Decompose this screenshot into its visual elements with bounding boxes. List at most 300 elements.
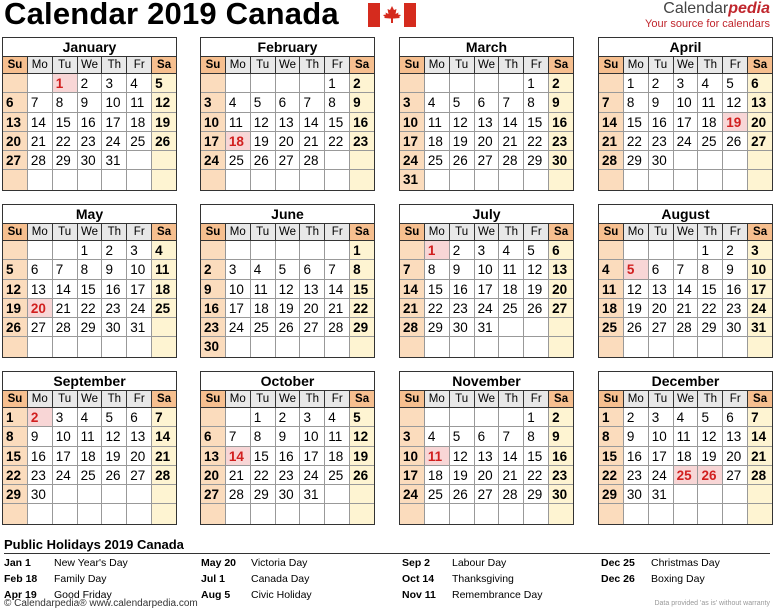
week-row xyxy=(400,241,573,260)
day-cell: 22 xyxy=(53,132,78,151)
day-cell: 26 xyxy=(450,485,475,504)
day-cell: 11 xyxy=(425,447,450,466)
day-cell: 10 xyxy=(475,260,500,279)
day-cell: 23 xyxy=(624,466,649,485)
week-row xyxy=(400,337,573,356)
day-cell: 4 xyxy=(226,93,251,112)
empty-cell xyxy=(425,337,450,356)
week-row xyxy=(201,318,374,337)
weekday-label: Sa xyxy=(549,391,573,408)
day-cell: 25 xyxy=(78,466,103,485)
day-cell: 10 xyxy=(53,427,78,446)
empty-cell xyxy=(226,170,251,189)
day-cell: 12 xyxy=(350,427,374,446)
empty-cell xyxy=(102,337,127,356)
holiday-date: Dec 26 xyxy=(601,573,635,585)
empty-cell xyxy=(28,337,53,356)
week-row xyxy=(3,466,176,485)
empty-cell xyxy=(102,485,127,504)
canada-flag-icon xyxy=(368,3,416,27)
footer-copyright: © Calendarpedia® www.calendarpedia.com xyxy=(4,598,198,609)
weekday-header xyxy=(400,224,573,241)
week-row xyxy=(3,299,176,318)
day-cell: 19 xyxy=(102,447,127,466)
day-cell: 13 xyxy=(475,113,500,132)
holiday-row xyxy=(402,571,542,587)
empty-cell xyxy=(201,504,226,523)
day-cell: 15 xyxy=(425,280,450,299)
holiday-name: Remembrance Day xyxy=(452,589,543,601)
day-cell: 10 xyxy=(674,93,699,112)
weekday-label: Su xyxy=(201,224,226,241)
day-cell: 8 xyxy=(251,427,276,446)
day-cell: 26 xyxy=(723,132,748,151)
day-cell: 23 xyxy=(723,299,748,318)
week-row xyxy=(599,74,772,93)
week-row xyxy=(3,93,176,112)
day-cell: 24 xyxy=(226,318,251,337)
month-name: January xyxy=(3,38,176,57)
empty-cell xyxy=(102,170,127,189)
day-cell: 31 xyxy=(748,318,772,337)
empty-cell xyxy=(425,408,450,427)
day-cell: 20 xyxy=(28,299,53,318)
weekday-label: Su xyxy=(3,391,28,408)
empty-cell xyxy=(748,337,772,356)
weekday-label: We xyxy=(276,391,301,408)
empty-cell xyxy=(450,337,475,356)
weekday-label: We xyxy=(276,224,301,241)
day-cell: 1 xyxy=(425,241,450,260)
week-row xyxy=(3,408,176,427)
day-cell: 4 xyxy=(499,241,524,260)
day-cell: 11 xyxy=(251,280,276,299)
holiday-date: Apr 19 xyxy=(4,589,37,601)
weekday-label: Fr xyxy=(524,57,549,74)
day-cell: 21 xyxy=(499,132,524,151)
empty-cell xyxy=(350,170,374,189)
day-cell: 27 xyxy=(276,151,301,170)
day-cell: 27 xyxy=(3,151,28,170)
day-cell: 29 xyxy=(251,485,276,504)
day-cell: 9 xyxy=(276,427,301,446)
empty-cell xyxy=(674,170,699,189)
day-cell: 25 xyxy=(599,318,624,337)
day-cell: 6 xyxy=(649,260,674,279)
week-row xyxy=(3,113,176,132)
day-cell: 20 xyxy=(649,299,674,318)
day-cell: 26 xyxy=(350,466,374,485)
week-row xyxy=(201,466,374,485)
day-cell: 6 xyxy=(201,427,226,446)
day-cell: 5 xyxy=(102,408,127,427)
day-cell: 28 xyxy=(53,318,78,337)
day-cell: 9 xyxy=(102,260,127,279)
day-cell: 25 xyxy=(127,132,152,151)
empty-cell xyxy=(475,337,500,356)
weekday-label: Tu xyxy=(251,224,276,241)
empty-cell xyxy=(748,170,772,189)
empty-cell xyxy=(201,74,226,93)
day-cell: 15 xyxy=(3,447,28,466)
week-row xyxy=(400,408,573,427)
empty-cell xyxy=(300,74,325,93)
week-row xyxy=(599,318,772,337)
weekday-label: Sa xyxy=(350,391,374,408)
empty-cell xyxy=(201,408,226,427)
day-cell: 9 xyxy=(723,260,748,279)
empty-cell xyxy=(400,241,425,260)
day-cell: 12 xyxy=(524,260,549,279)
empty-cell xyxy=(499,504,524,523)
day-cell: 12 xyxy=(450,447,475,466)
empty-cell xyxy=(475,504,500,523)
day-cell: 13 xyxy=(300,280,325,299)
week-row xyxy=(400,113,573,132)
day-cell: 30 xyxy=(450,318,475,337)
day-cell: 13 xyxy=(276,113,301,132)
day-cell: 10 xyxy=(400,447,425,466)
weekday-label: Fr xyxy=(127,391,152,408)
weekday-label: Fr xyxy=(127,224,152,241)
empty-cell xyxy=(450,504,475,523)
day-cell: 18 xyxy=(325,447,350,466)
day-cell: 15 xyxy=(624,113,649,132)
empty-cell xyxy=(698,485,723,504)
weekday-label: Sa xyxy=(350,224,374,241)
empty-cell xyxy=(524,504,549,523)
day-cell: 1 xyxy=(524,74,549,93)
empty-cell xyxy=(698,151,723,170)
month-name: November xyxy=(400,372,573,391)
empty-cell xyxy=(450,408,475,427)
day-cell: 29 xyxy=(425,318,450,337)
week-row xyxy=(599,132,772,151)
holiday-name: New Year's Day xyxy=(54,557,128,569)
day-cell: 5 xyxy=(524,241,549,260)
day-cell: 4 xyxy=(698,74,723,93)
day-cell: 17 xyxy=(127,280,152,299)
holiday-row xyxy=(402,555,542,571)
day-cell: 20 xyxy=(475,132,500,151)
day-cell: 26 xyxy=(276,318,301,337)
day-cell: 17 xyxy=(102,113,127,132)
day-cell: 24 xyxy=(400,151,425,170)
day-cell: 24 xyxy=(201,151,226,170)
week-row xyxy=(599,170,772,189)
day-cell: 2 xyxy=(549,408,573,427)
day-cell: 5 xyxy=(450,93,475,112)
day-cell: 26 xyxy=(102,466,127,485)
empty-cell xyxy=(102,504,127,523)
day-cell: 10 xyxy=(127,260,152,279)
weekday-label: We xyxy=(276,57,301,74)
month-name: April xyxy=(599,38,772,57)
week-row xyxy=(201,280,374,299)
day-cell: 10 xyxy=(400,113,425,132)
week-row xyxy=(599,151,772,170)
weekday-header xyxy=(3,57,176,74)
day-cell: 30 xyxy=(549,151,573,170)
weekday-label: Tu xyxy=(53,224,78,241)
day-cell: 4 xyxy=(325,408,350,427)
week-row xyxy=(3,132,176,151)
week-row xyxy=(3,318,176,337)
empty-cell xyxy=(748,504,772,523)
day-cell: 1 xyxy=(53,74,78,93)
day-cell: 6 xyxy=(723,408,748,427)
day-cell: 28 xyxy=(674,318,699,337)
day-cell: 28 xyxy=(300,151,325,170)
day-cell: 27 xyxy=(28,318,53,337)
day-cell: 9 xyxy=(549,93,573,112)
calendarpedia-logo[interactable] xyxy=(645,0,770,30)
empty-cell xyxy=(450,74,475,93)
week-row xyxy=(599,408,772,427)
day-cell: 27 xyxy=(475,151,500,170)
weekday-label: Su xyxy=(599,391,624,408)
empty-cell xyxy=(152,504,176,523)
holiday-name: Labour Day xyxy=(452,557,507,569)
day-cell: 7 xyxy=(300,93,325,112)
day-cell: 28 xyxy=(152,466,176,485)
week-row xyxy=(400,170,573,189)
day-cell: 6 xyxy=(300,260,325,279)
day-cell: 31 xyxy=(649,485,674,504)
day-cell: 13 xyxy=(723,427,748,446)
day-cell: 27 xyxy=(475,485,500,504)
day-cell: 21 xyxy=(748,447,772,466)
empty-cell xyxy=(53,241,78,260)
weekday-label: We xyxy=(475,391,500,408)
holiday-row xyxy=(201,555,312,571)
day-cell: 22 xyxy=(251,466,276,485)
day-cell: 14 xyxy=(499,113,524,132)
empty-cell xyxy=(28,504,53,523)
week-row xyxy=(400,427,573,446)
empty-cell xyxy=(723,337,748,356)
day-cell: 23 xyxy=(276,466,301,485)
empty-cell xyxy=(53,170,78,189)
day-cell: 3 xyxy=(674,74,699,93)
day-cell: 1 xyxy=(78,241,103,260)
weekday-header xyxy=(3,391,176,408)
day-cell: 19 xyxy=(524,280,549,299)
day-cell: 23 xyxy=(78,132,103,151)
day-cell: 9 xyxy=(450,260,475,279)
empty-cell xyxy=(3,74,28,93)
month-january xyxy=(2,37,177,191)
day-cell: 14 xyxy=(400,280,425,299)
week-row xyxy=(599,93,772,112)
empty-cell xyxy=(723,151,748,170)
week-row xyxy=(3,447,176,466)
empty-cell xyxy=(400,74,425,93)
week-row xyxy=(3,151,176,170)
empty-cell xyxy=(698,504,723,523)
empty-cell xyxy=(524,337,549,356)
empty-cell xyxy=(475,408,500,427)
weekday-label: Mo xyxy=(28,224,53,241)
weekday-label: Sa xyxy=(152,57,176,74)
holiday-date: Jul 1 xyxy=(201,573,225,585)
day-cell: 5 xyxy=(450,427,475,446)
day-cell: 12 xyxy=(624,280,649,299)
day-cell: 20 xyxy=(127,447,152,466)
week-row xyxy=(201,504,374,523)
empty-cell xyxy=(276,241,301,260)
weekday-label: Fr xyxy=(325,57,350,74)
day-cell: 6 xyxy=(475,93,500,112)
week-row xyxy=(599,504,772,523)
weekday-label: Mo xyxy=(425,57,450,74)
weekday-label: Fr xyxy=(127,57,152,74)
day-cell: 30 xyxy=(102,318,127,337)
weekday-label: Mo xyxy=(226,391,251,408)
holiday-column xyxy=(601,555,720,587)
empty-cell xyxy=(3,241,28,260)
weekday-header xyxy=(599,224,772,241)
day-cell: 15 xyxy=(350,280,374,299)
day-cell: 8 xyxy=(524,427,549,446)
day-cell: 18 xyxy=(698,113,723,132)
week-row xyxy=(201,113,374,132)
week-row xyxy=(201,170,374,189)
empty-cell xyxy=(649,504,674,523)
week-row xyxy=(400,299,573,318)
day-cell: 23 xyxy=(649,132,674,151)
weekday-label: We xyxy=(78,224,103,241)
holiday-row xyxy=(4,555,128,571)
month-november xyxy=(399,371,574,525)
day-cell: 29 xyxy=(698,318,723,337)
week-row xyxy=(599,241,772,260)
weekday-label: We xyxy=(674,57,699,74)
day-cell: 8 xyxy=(325,93,350,112)
day-cell: 25 xyxy=(425,151,450,170)
day-cell: 21 xyxy=(674,299,699,318)
day-cell: 16 xyxy=(350,113,374,132)
day-cell: 10 xyxy=(201,113,226,132)
weekday-label: We xyxy=(674,391,699,408)
day-cell: 19 xyxy=(152,113,176,132)
day-cell: 18 xyxy=(425,466,450,485)
day-cell: 23 xyxy=(102,299,127,318)
day-cell: 5 xyxy=(251,93,276,112)
weekday-label: Fr xyxy=(325,224,350,241)
weekday-header xyxy=(599,391,772,408)
weekday-label: Th xyxy=(499,224,524,241)
empty-cell xyxy=(674,504,699,523)
empty-cell xyxy=(152,337,176,356)
day-cell: 25 xyxy=(674,466,699,485)
weekday-label: Su xyxy=(400,57,425,74)
day-cell: 28 xyxy=(325,318,350,337)
week-row xyxy=(201,447,374,466)
day-cell: 14 xyxy=(300,113,325,132)
day-cell: 19 xyxy=(276,299,301,318)
empty-cell xyxy=(127,170,152,189)
day-cell: 16 xyxy=(624,447,649,466)
empty-cell xyxy=(276,170,301,189)
empty-cell xyxy=(549,504,573,523)
holiday-row xyxy=(601,555,720,571)
weekday-label: Th xyxy=(499,57,524,74)
empty-cell xyxy=(152,170,176,189)
day-cell: 8 xyxy=(698,260,723,279)
day-cell: 28 xyxy=(400,318,425,337)
day-cell: 25 xyxy=(698,132,723,151)
day-cell: 31 xyxy=(127,318,152,337)
day-cell: 25 xyxy=(325,466,350,485)
day-cell: 10 xyxy=(102,93,127,112)
day-cell: 19 xyxy=(723,113,748,132)
month-september xyxy=(2,371,177,525)
weekday-label: We xyxy=(674,224,699,241)
day-cell: 30 xyxy=(649,151,674,170)
day-cell: 26 xyxy=(152,132,176,151)
day-cell: 15 xyxy=(53,113,78,132)
day-cell: 5 xyxy=(152,74,176,93)
empty-cell xyxy=(78,485,103,504)
day-cell: 30 xyxy=(624,485,649,504)
week-row xyxy=(599,113,772,132)
empty-cell xyxy=(325,170,350,189)
empty-cell xyxy=(251,241,276,260)
holiday-date: Oct 14 xyxy=(402,573,435,585)
week-row xyxy=(599,447,772,466)
day-cell: 21 xyxy=(226,466,251,485)
day-cell: 28 xyxy=(28,151,53,170)
weekday-label: Th xyxy=(698,391,723,408)
day-cell: 25 xyxy=(425,485,450,504)
empty-cell xyxy=(350,151,374,170)
day-cell: 5 xyxy=(723,74,748,93)
day-cell: 28 xyxy=(748,466,772,485)
day-cell: 14 xyxy=(499,447,524,466)
day-cell: 17 xyxy=(649,447,674,466)
month-name: December xyxy=(599,372,772,391)
day-cell: 2 xyxy=(201,260,226,279)
day-cell: 6 xyxy=(276,93,301,112)
month-march xyxy=(399,37,574,191)
week-row xyxy=(400,504,573,523)
day-cell: 9 xyxy=(624,427,649,446)
empty-cell xyxy=(425,74,450,93)
day-cell: 27 xyxy=(201,485,226,504)
holiday-name: Christmas Day xyxy=(651,557,720,569)
day-cell: 11 xyxy=(226,113,251,132)
holiday-row xyxy=(201,571,312,587)
empty-cell xyxy=(524,170,549,189)
month-name: September xyxy=(3,372,176,391)
empty-cell xyxy=(723,485,748,504)
weekday-label: Tu xyxy=(53,57,78,74)
day-cell: 7 xyxy=(152,408,176,427)
day-cell: 10 xyxy=(649,427,674,446)
weekday-label: Sa xyxy=(748,391,772,408)
day-cell: 18 xyxy=(425,132,450,151)
day-cell: 25 xyxy=(251,318,276,337)
day-cell: 7 xyxy=(325,260,350,279)
day-cell: 21 xyxy=(28,132,53,151)
weekday-label: Fr xyxy=(723,224,748,241)
weekday-label: Su xyxy=(201,391,226,408)
weekday-label: Th xyxy=(698,224,723,241)
holiday-name: Victoria Day xyxy=(251,557,308,569)
day-cell: 8 xyxy=(524,93,549,112)
day-cell: 30 xyxy=(201,337,226,356)
